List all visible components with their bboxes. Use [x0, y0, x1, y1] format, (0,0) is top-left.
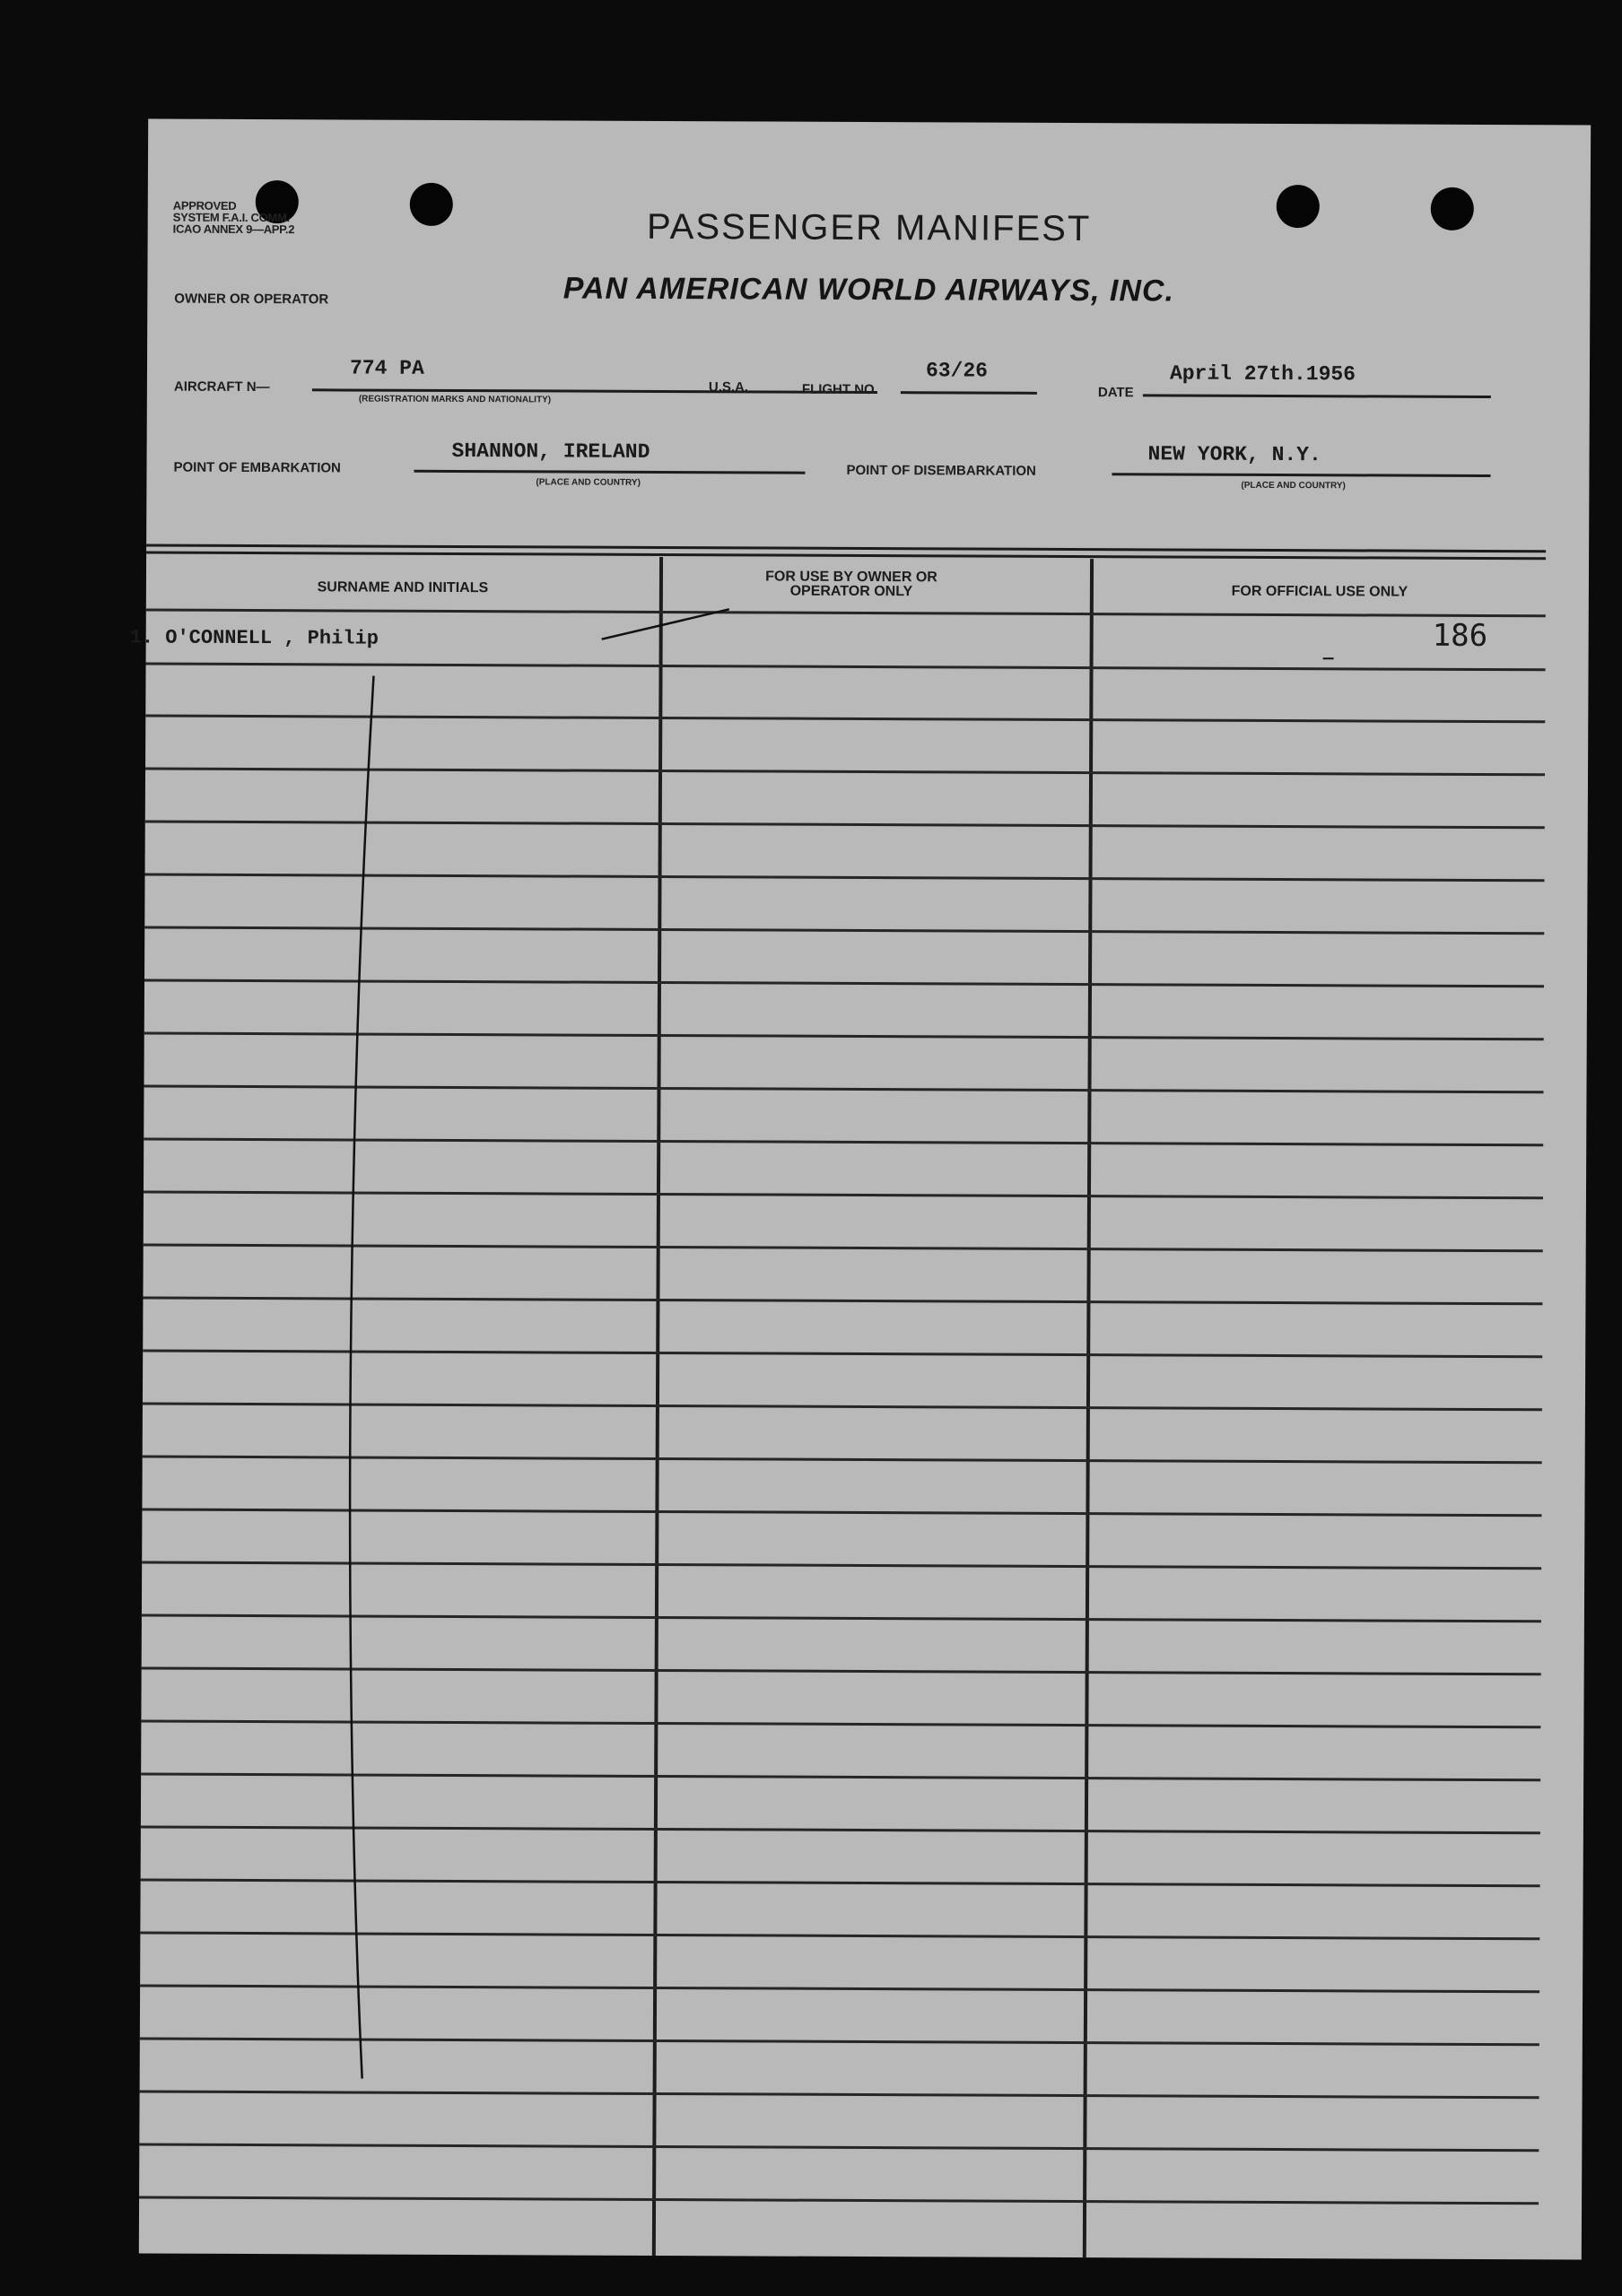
- date-label: DATE: [1097, 385, 1134, 401]
- disembarkation-label: POINT OF DISEMBARKATION: [846, 462, 1036, 479]
- embarkation-value: SHANNON, IRELAND: [451, 439, 650, 464]
- embarkation-label: POINT OF EMBARKATION: [173, 459, 341, 476]
- embarkation-caption: (PLACE AND COUNTRY): [536, 477, 641, 488]
- airline-name: PAN AMERICAN WORLD AIRWAYS, INC.: [562, 271, 1175, 309]
- owner-use-header: FOR USE BY OWNER OR OPERATOR ONLY: [765, 569, 937, 600]
- flight-value: 63/26: [925, 359, 989, 383]
- nationality-label: U.S.A.: [708, 379, 749, 396]
- manifest-sheet: [129, 119, 1591, 2260]
- disembarkation-value: NEW YORK, N.Y.: [1147, 442, 1321, 467]
- disembarkation-caption: (PLACE AND COUNTRY): [1241, 480, 1346, 491]
- arrow-stroke: [602, 609, 729, 640]
- aircraft-caption: (REGISTRATION MARKS AND NATIONALITY): [358, 394, 552, 405]
- aircraft-label: AIRCRAFT N—: [173, 378, 270, 396]
- approval-line: APPROVED: [172, 198, 237, 213]
- pen-mark: [139, 119, 1591, 2260]
- surname-header: SURNAME AND INITIALS: [317, 579, 489, 596]
- approval-line: SYSTEM F.A.I. COMM.: [172, 210, 290, 225]
- aircraft-value: 774 PA: [349, 356, 424, 380]
- passenger-entry: 1. O'CONNELL , Philip: [129, 626, 379, 650]
- approval-line: ICAO ANNEX 9—APP.2: [172, 222, 295, 237]
- date-value: April 27th.1956: [1169, 361, 1356, 387]
- official-number: 186: [1432, 617, 1488, 655]
- document-title: PASSENGER MANIFEST: [646, 206, 1092, 249]
- official-use-header: FOR OFFICIAL USE ONLY: [1231, 583, 1408, 600]
- ditto-stroke: [347, 676, 373, 2079]
- flight-label: FLIGHT NO.: [801, 381, 878, 398]
- owner-label: OWNER OR OPERATOR: [174, 291, 329, 308]
